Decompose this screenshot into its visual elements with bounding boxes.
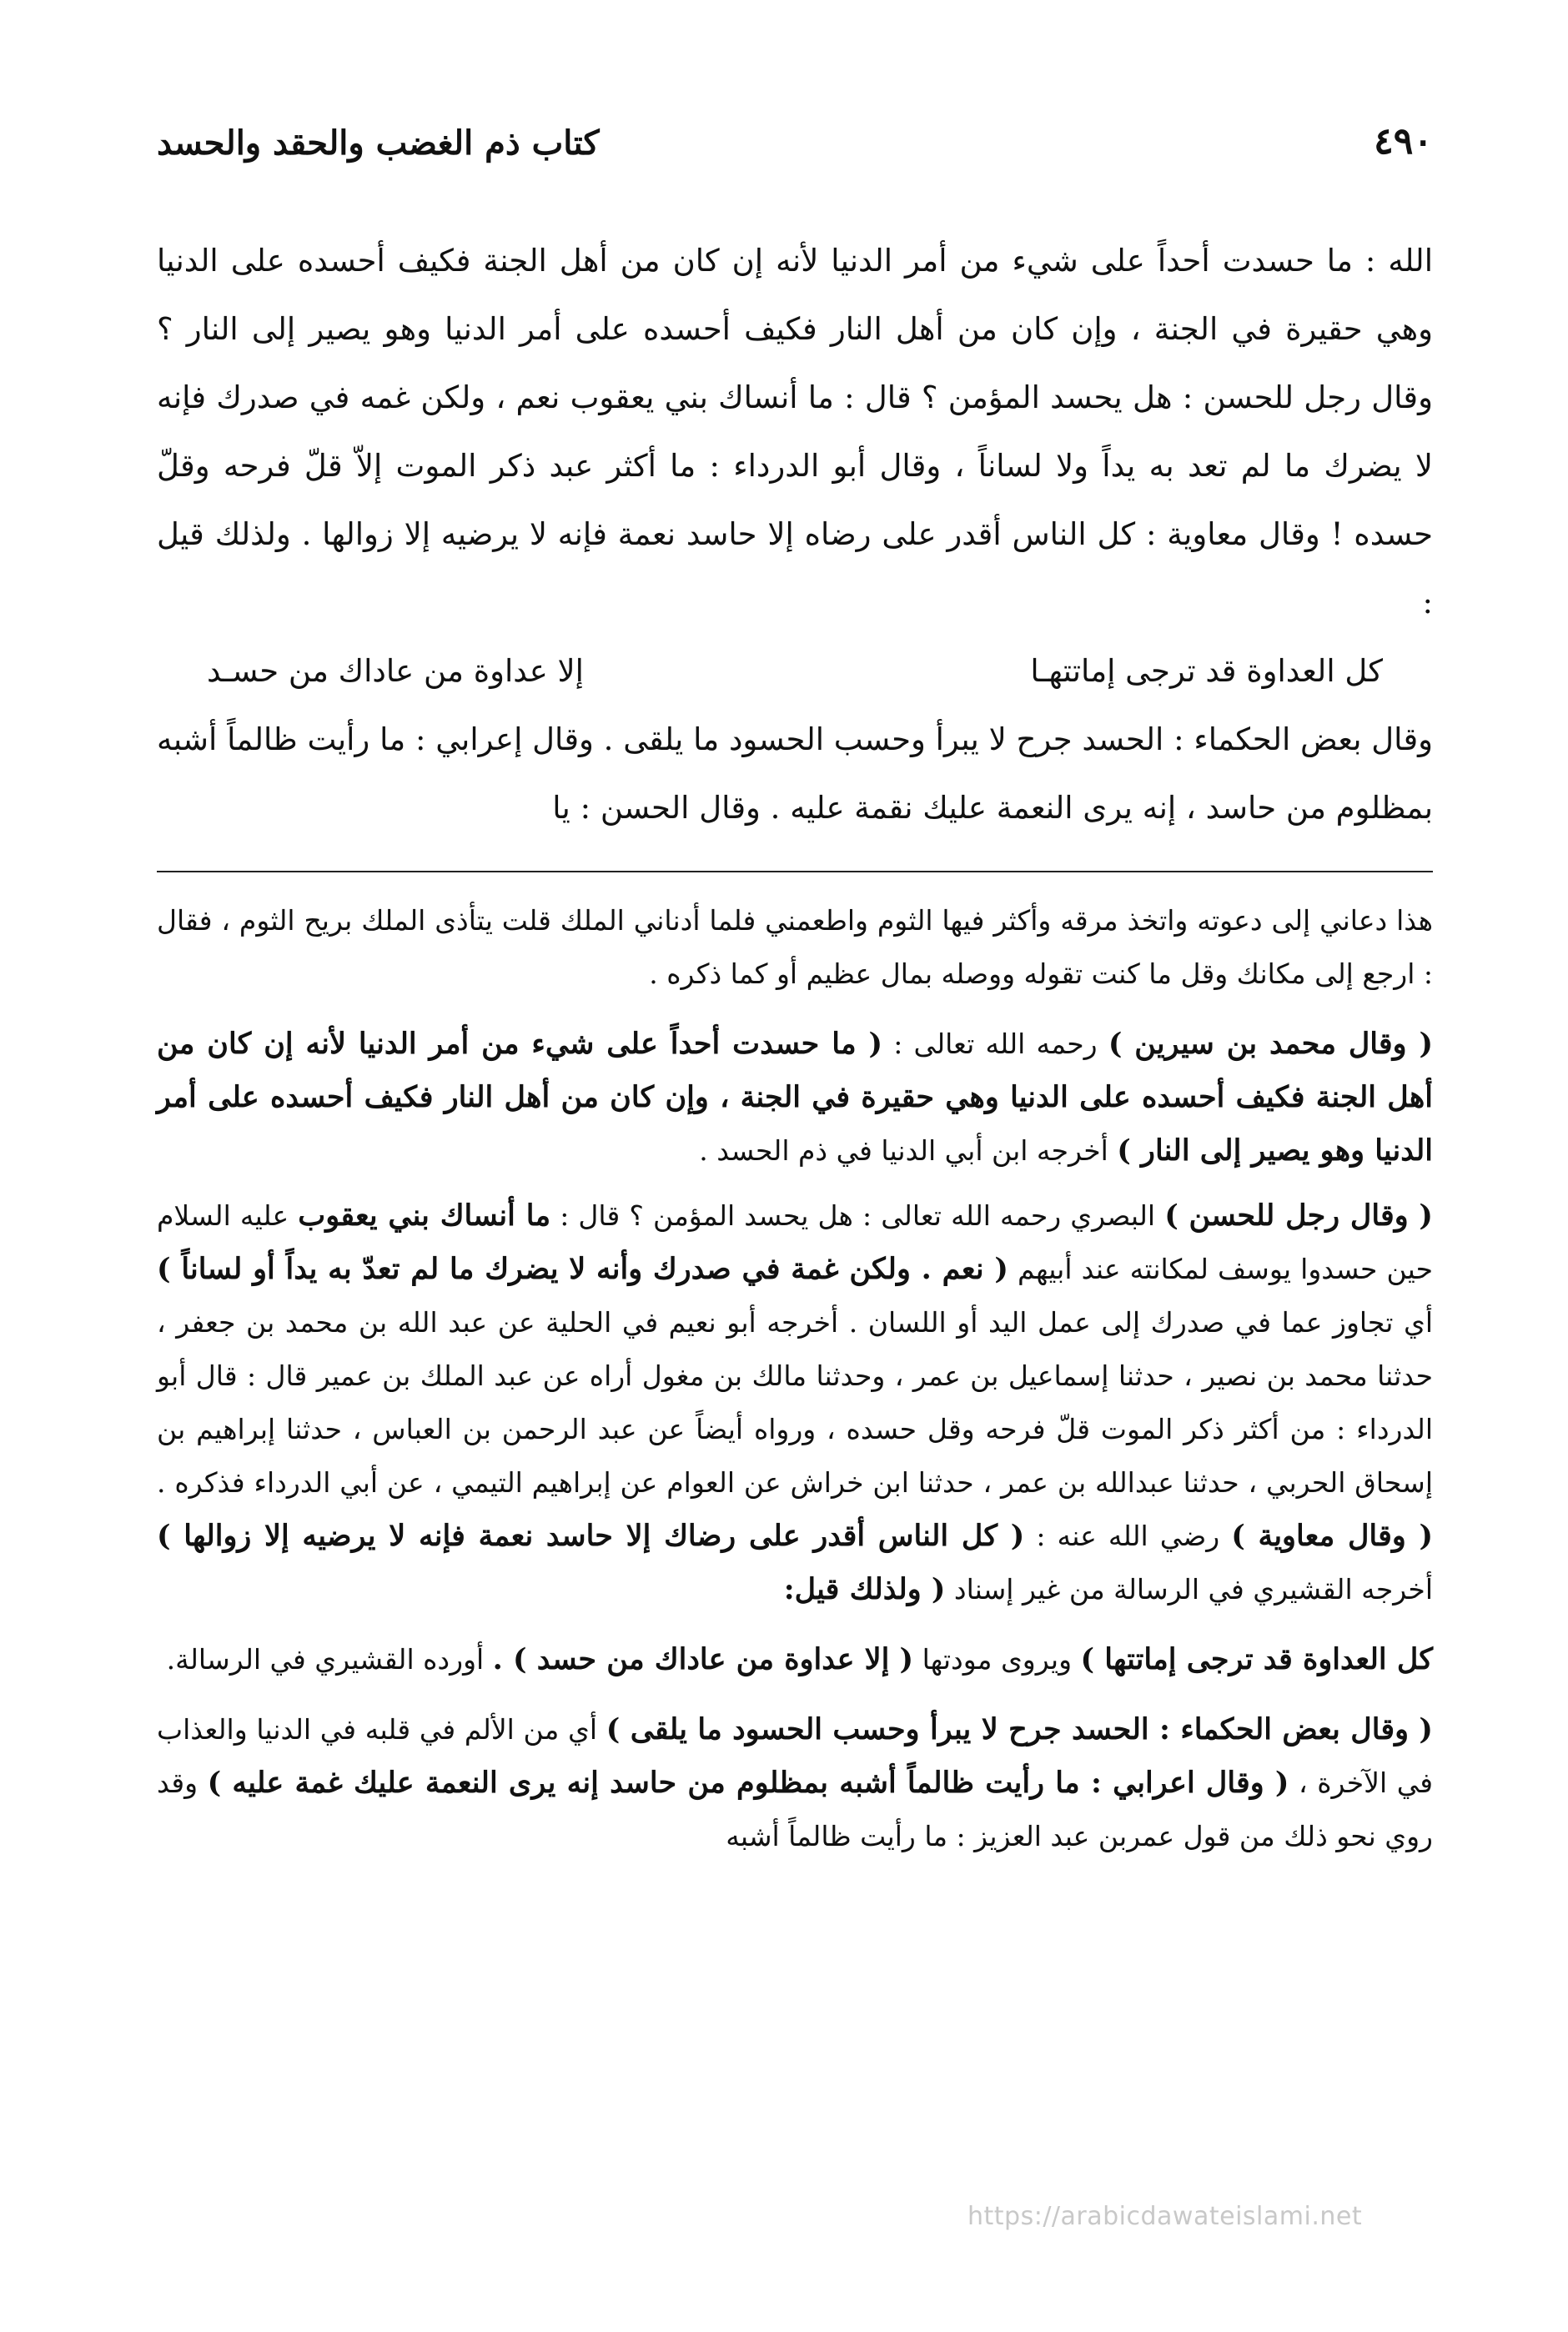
commentary-section xyxy=(157,894,1433,1863)
running-header xyxy=(157,117,1433,177)
verse-first-hemistich: كل العداوة قد ترجى إماتتهـا xyxy=(1030,653,1383,689)
page-content xyxy=(157,117,1433,2269)
quoted-text: ما أنساك بني يعقوب xyxy=(298,1199,551,1233)
watermark-url: https://arabicdawateislami.net xyxy=(967,2202,1363,2231)
commentary-paragraph-1: هذا دعاني إلى دعوته واتخذ مرقه وأكثر فيها الثوم واطعمني فلما أدناني الملك قلت يتأذى الملك بريح الثوم ، فقال : ارجع إلى مكانك وقل ما كنت تقوله ووصله بمال عظيم أو كما ذكره . xyxy=(157,904,1433,990)
commentary-paragraph-2 xyxy=(157,1018,1433,1178)
commentary-text: أخرجه ابن أبي الدنيا في ذم الحسد . xyxy=(699,1134,1118,1167)
commentary-text: أخرجه القشيري في الرسالة من غير إسناد xyxy=(945,1573,1433,1606)
main-paragraph-2: وقال بعض الحكماء : الحسد جرح لا يبرأ وحسب الحسود ما يلقى . وقال إعرابي : ما رأيت ظالماً أشبه بمظلوم من حاسد ، إنه يرى النعمة عليك نقمة عليه . وقال الحسن : يا xyxy=(157,721,1433,826)
quoted-text: ( كل الناس أقدر على رضاك إلا حاسد نعمة فإنه لا يرضيه إلا زوالها ) xyxy=(157,1519,1025,1553)
quoted-text: ( وقال اعرابي : ما رأيت ظالماً أشبه بمظلوم من حاسد إنه يرى النعمة عليك غمة عليه ) xyxy=(207,1766,1289,1800)
quoted-text: ( ولذلك قيل: xyxy=(783,1572,946,1606)
commentary-text: رحمه الله تعالى : xyxy=(882,1028,1108,1060)
commentary-paragraph-5 xyxy=(157,1703,1433,1863)
commentary-paragraph-4 xyxy=(157,1633,1433,1686)
commentary-text: رضي الله عنه : xyxy=(1024,1520,1232,1552)
footnote-divider xyxy=(157,871,1433,872)
quoted-text: ( إلا عداوة من عاداك من حسد ) . xyxy=(492,1642,914,1676)
quoted-text: ( وقال محمد بن سيرين ) xyxy=(1108,1027,1434,1061)
page-number: ٤٩٠ xyxy=(1374,120,1433,163)
main-paragraph-1: الله : ما حسدت أحداً على شيء من أمر الدنيا لأنه إن كان من أهل الجنة فكيف أحسده على الدنيا وهي حقيرة في الجنة ، وإن كان من أهل النار فكيف أحسده على أمر الدنيا وهو يصير إلى النار ؟ وقال رجل للحسن : هل يحسد المؤمن ؟ قال : ما أنساك بني يعقوب نعم ، ولكن غمه في صدرك فإنه لا يضرك ما لم تعد به يداً ولا لساناً ، وقال أبو الدرداء : ما أكثر عبد ذكر الموت إلاّ قلّ فرحه وقلّ حسده ! وقال معاوية : كل الناس أقدر على رضاه إلا حاسد نعمة فإنه لا يرضيه إلا زوالها . ولذلك قيل : xyxy=(157,243,1433,621)
verse-second-hemistich: إلا عداوة من عاداك من حسـد xyxy=(207,653,584,689)
main-text xyxy=(157,227,1433,637)
commentary-text: عليه السلام حين حسدوا يوسف لمكانته عند أبيهم xyxy=(157,1199,1433,1285)
quoted-text: كل العداوة قد ترجى إماتتها ) xyxy=(1080,1642,1433,1676)
commentary-paragraph-3 xyxy=(157,1189,1433,1616)
main-text-continued xyxy=(157,706,1433,842)
commentary-text: أي من الألم في قلبه في الدنيا والعذاب في الآخرة ، xyxy=(157,1713,1433,1799)
verse-line xyxy=(157,637,1433,706)
commentary-text: أورده القشيري في الرسالة. xyxy=(166,1643,493,1676)
quoted-text: ( ما حسدت أحداً على شيء من أمر الدنيا لأنه إن كان من أهل الجنة فكيف أحسده على الدنيا وهي حقيرة في الجنة ، وإن كان من أهل النار فكيف أحسده على أمر الدنيا وهو يصير إلى النار ) xyxy=(157,1027,1433,1168)
commentary-text: وقد روي نحو ذلك من قول عمربن عبد العزيز : ما رأيت ظالماً أشبه xyxy=(157,1767,1433,1852)
commentary-text: ويروى مودتها xyxy=(913,1643,1081,1676)
quoted-text: ( وقال معاوية ) xyxy=(1231,1519,1434,1553)
book-title: كتاب ذم الغضب والحقد والحسد xyxy=(157,123,600,163)
quoted-text: ( وقال رجل للحسن ) xyxy=(1164,1199,1433,1233)
quoted-text: ( نعم . ولكن غمة في صدرك وأنه لا يضرك ما لم تعدّ به يداً أو لساناً ) xyxy=(157,1252,1008,1286)
quoted-text: ( وقال بعض الحكماء : الحسد جرح لا يبرأ وحسب الحسود ما يلقى ) xyxy=(606,1712,1433,1746)
commentary-text: أي تجاوز عما في صدرك إلى عمل اليد أو اللسان . أخرجه أبو نعيم في الحلية عن عبد الله بن محمد بن جعفر ، حدثنا محمد بن نصير ، حدثنا إسماعيل بن عمر ، وحدثنا مالك بن مغول أراه عن عبد الملك بن عمير قال : قال أبو الدرداء : من أكثر ذكر الموت قلّ فرحه وقل حسده ، ورواه أيضاً عن عبد الرحمن بن العباس ، حدثنا إبراهيم بن إسحاق الحربي ، حدثنا عبدالله بن عمر ، حدثنا ابن خراش عن العوام عن إبراهيم التيمي ، عن أبي الدرداء فذكره . xyxy=(157,1306,1433,1499)
commentary-text: البصري رحمه الله تعالى : هل يحسد المؤمن ؟ قال : xyxy=(550,1199,1165,1232)
